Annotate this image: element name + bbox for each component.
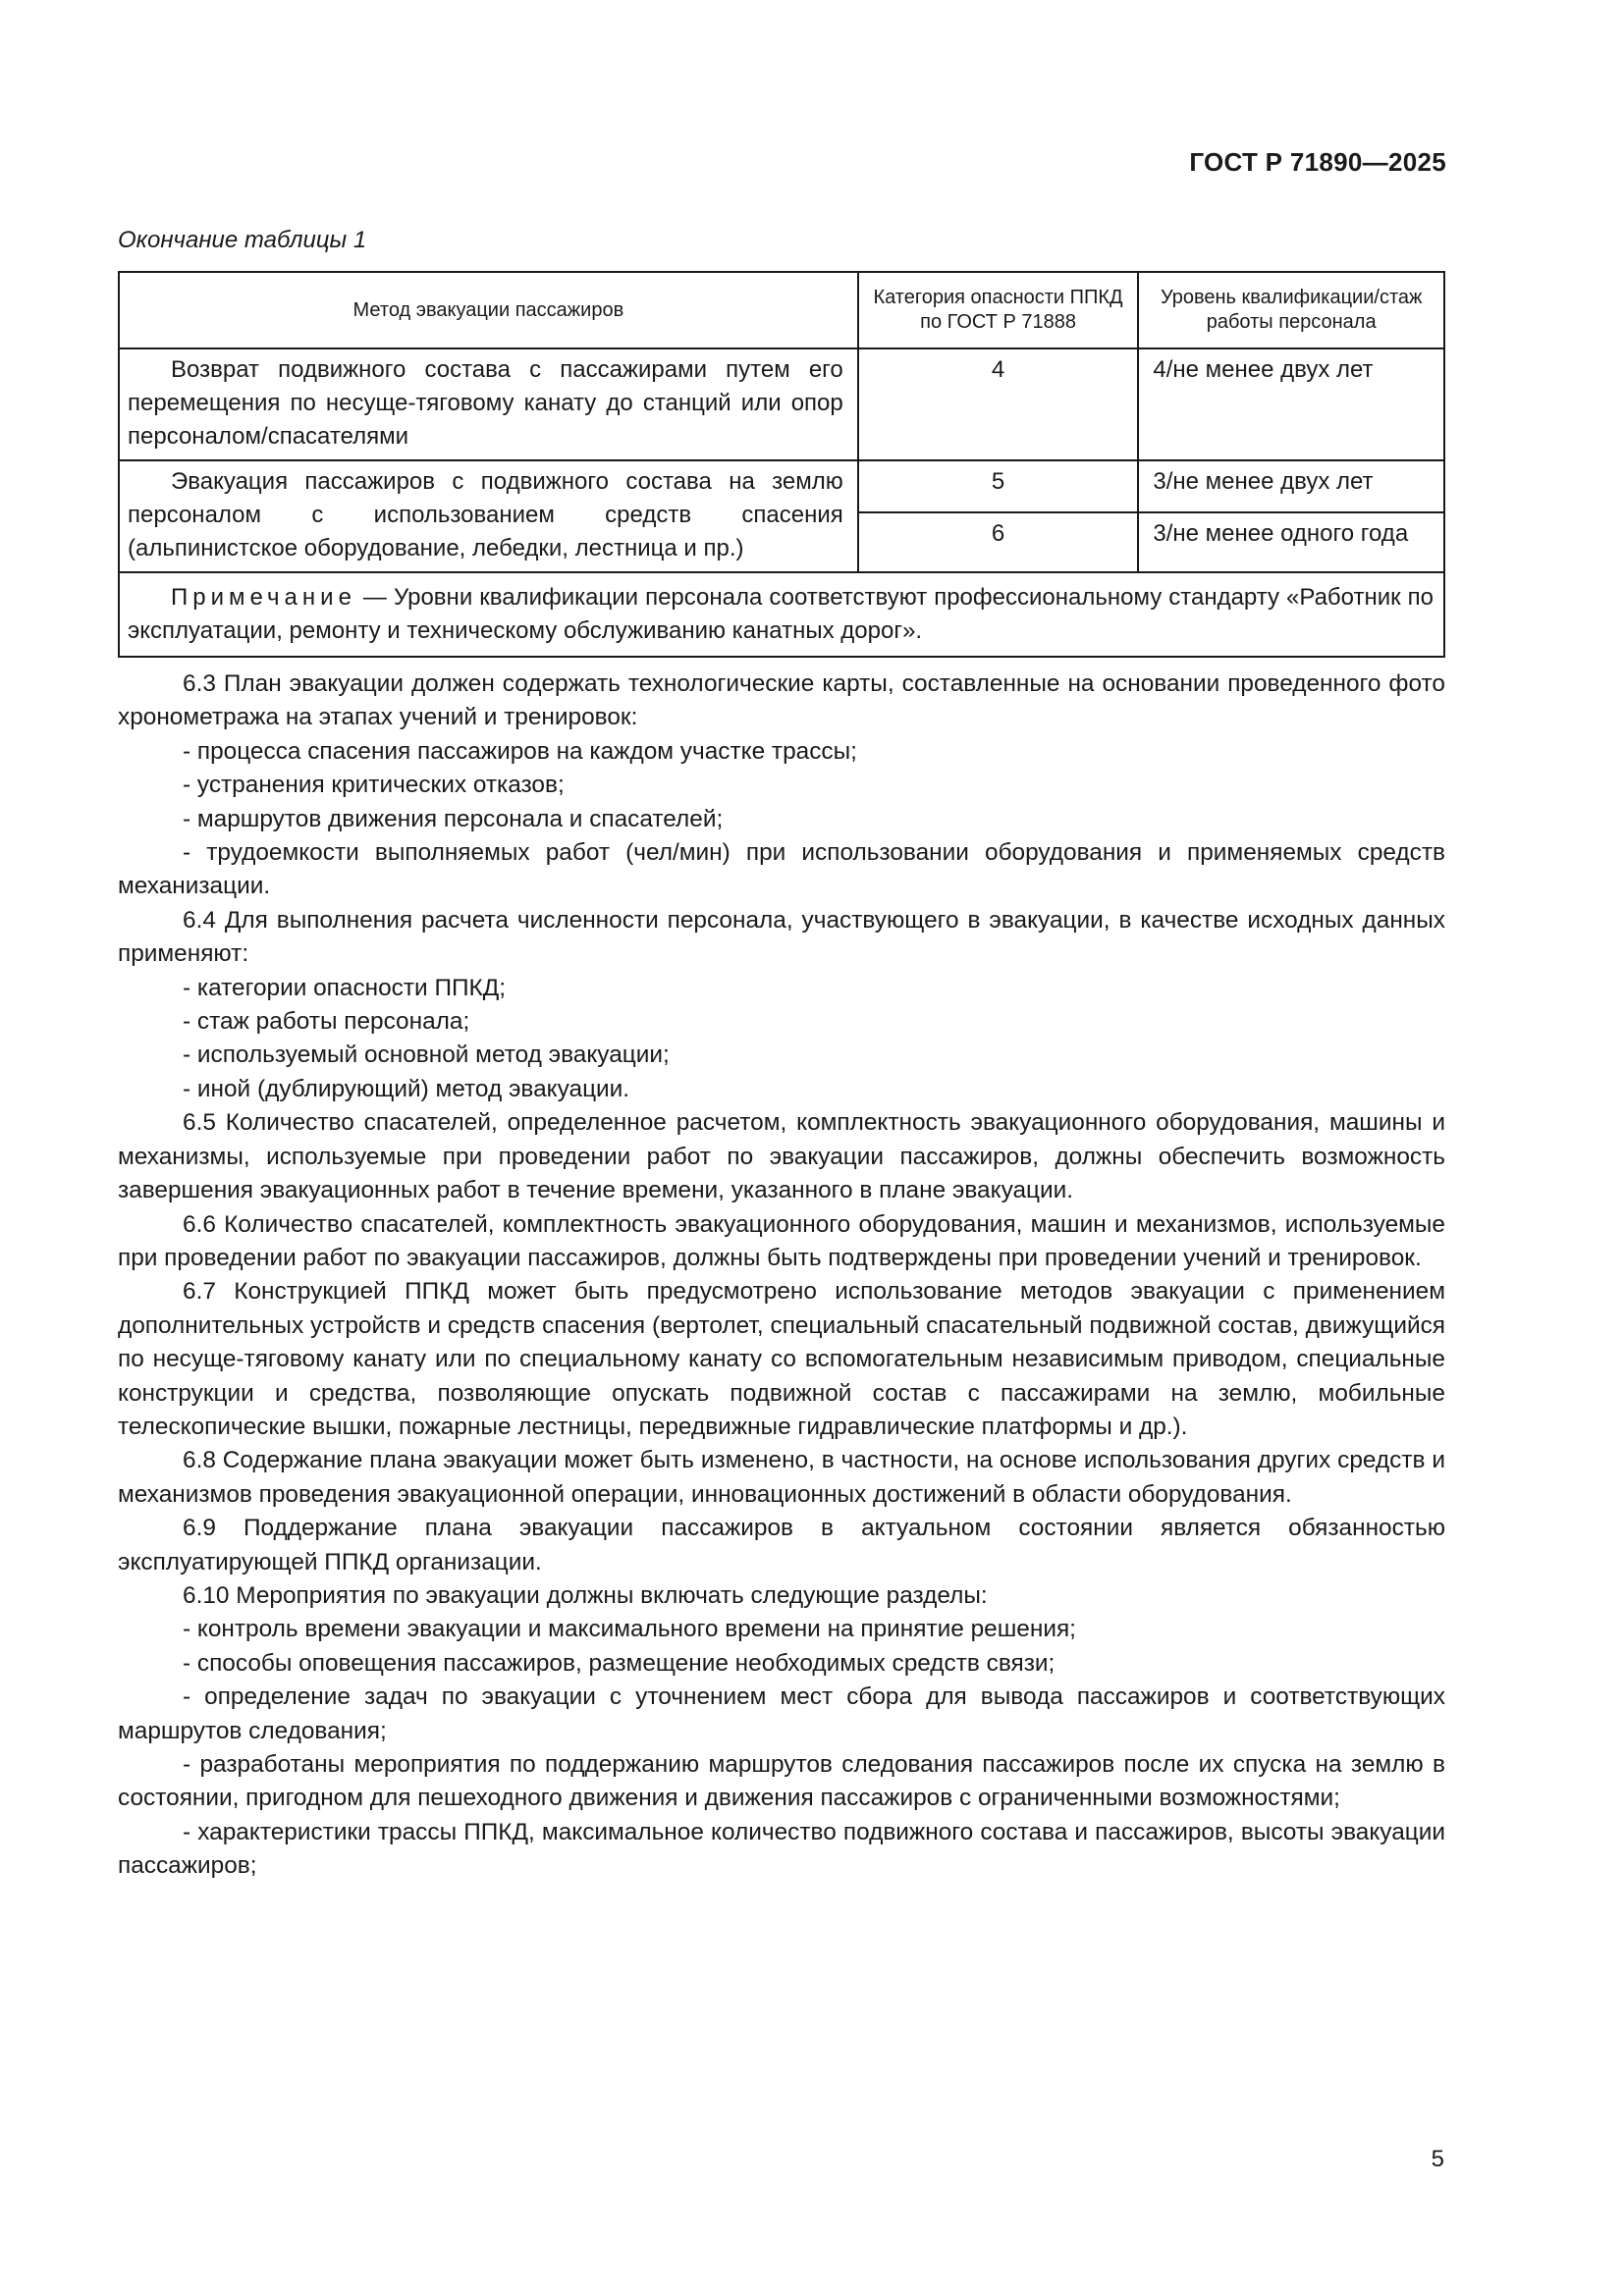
method-cell: Эвакуация пассажиров с подвижного состава на землю персоналом с использованием средств спасения (альпинистское оборудование, лебедки, лестница и пр.) <box>119 460 858 572</box>
list-item: - процесса спасения пассажиров на каждом участке трассы; <box>183 737 857 765</box>
page-number: 5 <box>1431 2146 1444 2172</box>
paragraph: 6.5 Количество спасателей, определенное расчетом, комплектность эвакуационного оборудования, машины и механизмы, используемые при проведении работ по эвакуации пассажиров, должны обеспечить возможность завершения эвакуационных работ в течение времени, указанного в плане эвакуации. <box>118 1109 1445 1204</box>
list-item: - используемый основной метод эвакуации; <box>183 1041 670 1069</box>
table-note <box>119 572 1444 657</box>
list-item: - трудоемкости выполняемых работ (чел/мин) при использовании оборудования и применяемых средств механизации. <box>118 839 1445 900</box>
paragraph: 6.9 Поддержание плана эвакуации пассажиров в актуальном состоянии является обязанностью эксплуатирующей ППКД организации. <box>118 1515 1445 1575</box>
paragraph: 6.10 Мероприятия по эвакуации должны включать следующие разделы: <box>183 1581 988 1609</box>
paragraph: 6.8 Содержание плана эвакуации может быть изменено, в частности, на основе использования других средств и механизмов проведения эвакуационной операции, инновационных достижений в области оборудования. <box>118 1447 1445 1508</box>
list-item: - контроль времени эвакуации и максимального времени на принятие решения; <box>183 1616 1076 1643</box>
list-item: - разработаны мероприятия по поддержанию маршрутов следования пассажиров после их спуска на землю в состоянии, пригодном для пешеходного движения и движения пассажиров с ограниченными возможностями; <box>118 1751 1445 1812</box>
list-item: - маршрутов движения персонала и спасателей; <box>183 805 724 832</box>
document-code: ГОСТ Р 71890—2025 <box>1189 147 1446 177</box>
category-cell: 6 <box>858 512 1139 572</box>
category-cell: 5 <box>858 460 1139 512</box>
column-header-method: Метод эвакуации пассажиров <box>119 272 858 348</box>
note-text: — Уровни квалификации персонала соответствуют профессиональному стандарту «Работник по эксплуатации, ремонту и техническому обслуживанию канатных дорог». <box>128 584 1434 644</box>
table-caption: Окончание таблицы 1 <box>118 227 367 253</box>
note-label: Примечание <box>171 584 356 611</box>
column-header-category: Категория опасности ППКД по ГОСТ Р 71888 <box>858 272 1139 348</box>
list-item: - способы оповещения пассажиров, размещение необходимых средств связи; <box>183 1649 1056 1677</box>
qualification-cell: 4/не менее двух лет <box>1138 348 1444 460</box>
body-text <box>118 667 1445 1884</box>
list-item: - определение задач по эвакуации с уточнением мест сбора для вывода пассажиров и соответствующих маршрутов следования; <box>118 1683 1445 1744</box>
list-item: - устранения критических отказов; <box>183 772 565 799</box>
list-item: - стаж работы персонала; <box>183 1008 470 1036</box>
category-cell: 4 <box>858 348 1139 460</box>
qualification-cell: 3/не менее двух лет <box>1138 460 1444 512</box>
table-note-row <box>119 572 1444 657</box>
table-header-row <box>119 272 1444 348</box>
list-item: - иной (дублирующий) метод эвакуации. <box>183 1075 630 1102</box>
paragraph: 6.6 Количество спасателей, комплектность эвакуационного оборудования, машин и механизмов, используемые при проведении работ по эвакуации пассажиров, должны быть подтверждены при проведении учений и тренировок. <box>118 1210 1445 1271</box>
paragraph: 6.3 План эвакуации должен содержать технологические карты, составленные на основании проведенного фото хронометража на этапах учений и тренировок: <box>118 670 1445 731</box>
qualification-cell: 3/не менее одного года <box>1138 512 1444 572</box>
evacuation-methods-table <box>118 271 1445 658</box>
table-row <box>119 460 1444 512</box>
method-cell: Возврат подвижного состава с пассажирами путем его перемещения по несуще-тяговому канату до станций или опор персоналом/спасателями <box>119 348 858 460</box>
list-item: - категории опасности ППКД; <box>183 974 507 1001</box>
table-row <box>119 348 1444 460</box>
list-item: - характеристики трассы ППКД, максимальное количество подвижного состава и пассажиров, высоты эвакуации пассажиров; <box>118 1818 1445 1880</box>
paragraph: 6.4 Для выполнения расчета численности персонала, участвующего в эвакуации, в качестве исходных данных применяют: <box>118 906 1445 968</box>
column-header-qualification: Уровень квалификации/стаж работы персонала <box>1138 272 1444 348</box>
paragraph: 6.7 Конструкцией ППКД может быть предусмотрено использование методов эвакуации с применением дополнительных устройств и средств спасения (вертолет, специальный спасательный подвижной состав, движущийся по несуще-тяговому канату или по специальному канату со вспомогательным независимым приводом, специальные конструкции и средства, позволяющие опускать подвижной состав с пассажирами на землю, мобильные телескопические вышки, пожарные лестницы, передвижные гидравлические платформы и др.). <box>118 1278 1445 1440</box>
